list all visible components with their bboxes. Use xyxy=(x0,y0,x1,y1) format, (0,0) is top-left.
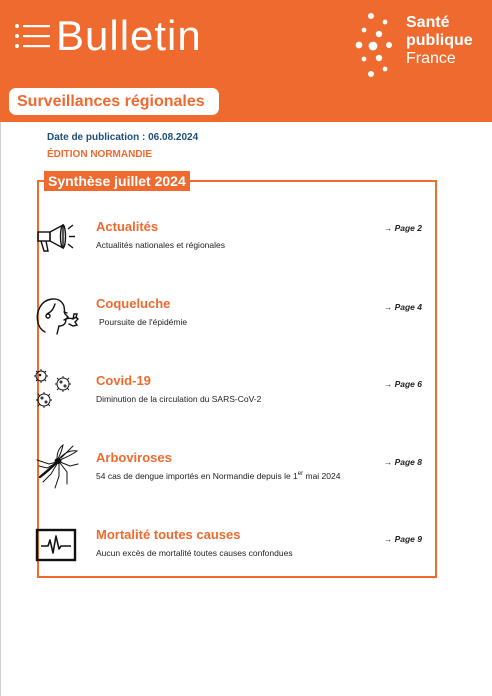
logo-line-france: France xyxy=(406,50,456,67)
item-page-number: Page 4 xyxy=(394,302,422,312)
synthesis-item-actualites[interactable] xyxy=(37,219,437,279)
item-page-number: Page 9 xyxy=(394,534,422,544)
item-description xyxy=(96,471,340,481)
coughing-person-icon xyxy=(31,292,83,344)
logo-line-publique: publique xyxy=(406,32,473,49)
item-title: Arboviroses xyxy=(96,450,172,465)
synthesis-item-mortalite[interactable] xyxy=(37,527,437,587)
synthesis-title: Synthèse juillet 2024 xyxy=(44,171,190,191)
item-page-link[interactable]: → Page 9 xyxy=(383,534,422,544)
item-page-number: Page 8 xyxy=(394,457,422,467)
sante-publique-france-logo xyxy=(352,10,484,80)
item-page-link[interactable]: → Page 6 xyxy=(383,379,422,389)
megaphone-icon xyxy=(35,219,85,269)
item-title: Actualités xyxy=(96,219,159,234)
item-description: Diminution de la circulation du SARS-CoV-2 xyxy=(96,394,262,404)
item-page-link[interactable]: → Page 4 xyxy=(383,302,422,312)
item-description: Aucun excès de mortalité toutes causes confondues xyxy=(96,548,293,558)
item-description-main: 54 cas de dengue importés en Normandie depuis le 1 xyxy=(96,471,298,481)
bulletin-title: Bulletin xyxy=(56,12,202,59)
item-page-link[interactable]: → Page 2 xyxy=(383,223,422,233)
list-icon xyxy=(14,22,50,50)
synthesis-item-covid[interactable] xyxy=(37,373,437,433)
subtitle-pill xyxy=(9,88,219,115)
item-title: Covid-19 xyxy=(96,373,151,388)
logo-dots-icon xyxy=(352,10,404,80)
item-title: Coqueluche xyxy=(96,296,171,311)
logo-wordmark xyxy=(406,14,473,68)
subtitle-text: Surveillances régionales xyxy=(17,92,205,110)
item-description-tail: mai 2024 xyxy=(303,471,341,481)
item-description: Poursuite de l'épidémie xyxy=(99,317,188,327)
item-description-superscript: er xyxy=(297,471,304,478)
header-band xyxy=(0,0,492,122)
logo-line-sante: Santé xyxy=(406,14,450,31)
synthesis-item-arboviroses[interactable] xyxy=(37,450,437,510)
virus-icon xyxy=(29,367,85,417)
publication-date: Date de publication : 06.08.2024 xyxy=(47,132,199,143)
item-description: Actualités nationales et régionales xyxy=(96,240,225,250)
item-title: Mortalité toutes causes xyxy=(96,527,241,542)
edition-label: ÉDITION NORMANDIE xyxy=(47,149,152,160)
heart-monitor-icon xyxy=(35,527,79,563)
mosquito-icon xyxy=(33,442,79,492)
item-page-number: Page 6 xyxy=(394,379,422,389)
item-page-number: Page 2 xyxy=(394,223,422,233)
item-page-link[interactable]: → Page 8 xyxy=(383,457,422,467)
synthesis-item-coqueluche[interactable] xyxy=(37,296,437,356)
